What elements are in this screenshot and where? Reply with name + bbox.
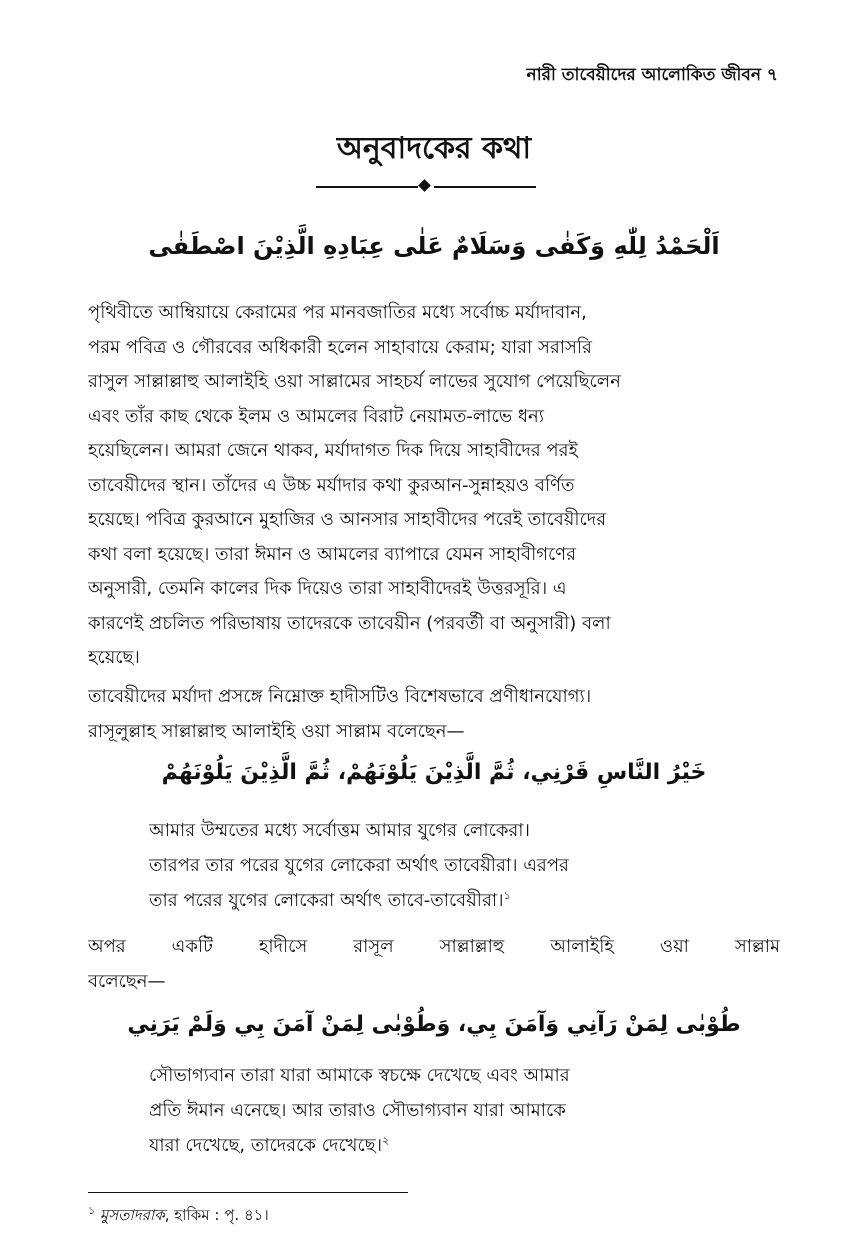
footnote-reference: , হাকিম : পৃ. ৪১।	[164, 1206, 269, 1224]
footnote-separator	[88, 1192, 408, 1193]
text-line: রাসূলুল্লাহ সাল্লাল্লাহু আলাইহি ওয়া সাল্লাম বলেছেন—	[88, 720, 465, 742]
arabic-opening-praise: اَلْحَمْدُ لِلّٰهِ وَكَفٰى وَسَلَامٌ عَلٰى عِبَادِهِ الَّذِيْنَ اصْطَفٰى	[148, 232, 720, 260]
text-line: পৃথিবীতে আম্বিয়ায়ে কেরামের পর মানবজাতির মধ্যে সর্বোচ্চ মর্যাদাবান,	[88, 302, 587, 323]
footnote-marker: ২	[382, 1134, 390, 1147]
ornament-line-right	[434, 186, 536, 188]
text-line: হয়েছে।	[88, 647, 140, 668]
text-line: রাসুল সাল্লাল্লাহু আলাইহি ওয়া সাল্লামের সাহচর্য লাভের সুযোগ পেয়েছিলেন	[88, 371, 621, 392]
hadith-arabic-2: طُوْبٰى لِمَنْ رَآنِي وَآمَنَ بِي، وَطُوْبٰى لِمَنْ آمَنَ بِي وَلَمْ يَرَنِي	[127, 1012, 741, 1037]
text-line: প্রতি ঈমান এনেছে। আর তারাও সৌভাগ্যবান যারা আমাকে	[149, 1100, 566, 1121]
text-line: অপর একটি হাদীসে রাসূল সাল্লাল্লাহু আলাইহি ওয়া সাল্লাম	[88, 936, 780, 957]
text-line: হয়েছে। পবিত্র কুরআনে মুহাজির ও আনসার সাহাবীদের পরেই তাবেয়ীদের	[88, 509, 607, 530]
footnote-source-title: মুসতাদরাক	[99, 1206, 165, 1224]
footnote-marker: ১	[503, 889, 511, 902]
text-line: তাবেয়ীদের মর্যাদা প্রসঙ্গে নিম্নোক্ত হাদীসটিও বিশেষভাবে প্রণীধানযোগ্য।	[88, 686, 592, 707]
ornament-line-left	[316, 186, 418, 188]
paragraph-second-hadith-intro	[88, 930, 780, 999]
text-line	[149, 1128, 719, 1163]
text-line: এবং তাঁর কাছ থেকে ইলম ও আমলের বিরাট নেয়ামত-লাভে ধন্য	[88, 405, 544, 427]
footnote	[88, 1204, 269, 1229]
text-line: হয়েছিলেন। আমরা জেনে থাকব, মর্যাদাগত দিক দিয়ে সাহাবীদের পরই	[88, 440, 578, 461]
text-line: তাবেয়ীদের স্থান। তাঁদের এ উচ্চ মর্যাদার কথা কুরআন-সুন্নাহয়ও বর্ণিত	[88, 474, 575, 496]
paragraph-hadith-intro	[88, 680, 780, 749]
running-header: নারী তাবেয়ীদের আলোকিত জীবন ৭	[526, 65, 778, 85]
text-line: বলেছেন—	[88, 970, 166, 992]
text-line	[149, 883, 719, 918]
hadith-arabic-1: خَيْرُ النَّاسِ قَرْنِي، ثُمَّ الَّذِيْنَ يَلُوْنَهُمْ، ثُمَّ الَّذِيْنَ يَلُوْنَهُمْ	[161, 760, 707, 785]
text-line-content: যারা দেখেছে, তাদেরকে দেখেছে।	[149, 1135, 383, 1156]
text-line: কারণেই প্রচলিত পরিভাষায় তাদেরকে তাবেয়ীন (পরবর্তী বা অনুসারী) বলা	[88, 612, 611, 634]
text-line: আমার উম্মতের মধ্যে সর্বোত্তম আমার যুগের লোকেরা।	[149, 820, 530, 841]
text-line: পরম পবিত্র ও গৌরবের অধিকারী হলেন সাহাবায়ে কেরাম; যারা সরাসরি	[88, 336, 592, 358]
text-line: সৌভাগ্যবান তারা যারা আমাকে স্বচক্ষে দেখেছে এবং আমার	[149, 1065, 570, 1086]
text-line: কথা বলা হয়েছে। তারা ঈমান ও আমলের ব্যাপারে যেমন সাহাবীগণের	[88, 543, 577, 565]
hadith-translation-1	[149, 813, 719, 918]
hadith-translation-2	[149, 1058, 719, 1163]
title-ornament-divider	[316, 180, 536, 194]
text-line: অনুসারী, তেমনি কালের দিক দিয়েও তারা সাহাবীদেরই উত্তরসূরি। এ	[88, 578, 567, 599]
text-line-content: তার পরের যুগের লোকেরা অর্থাৎ তাবে-তাবেয়ীরা।	[149, 890, 504, 911]
paragraph-intro	[88, 296, 780, 676]
chapter-title: অনুবাদকের কথা	[336, 131, 532, 166]
footnote-number: ১	[88, 1204, 96, 1217]
text-line: তারপর তার পরের যুগের লোকেরা অর্থাৎ তাবেয়ীরা। এরপর	[149, 855, 569, 876]
diamond-icon	[418, 179, 431, 192]
